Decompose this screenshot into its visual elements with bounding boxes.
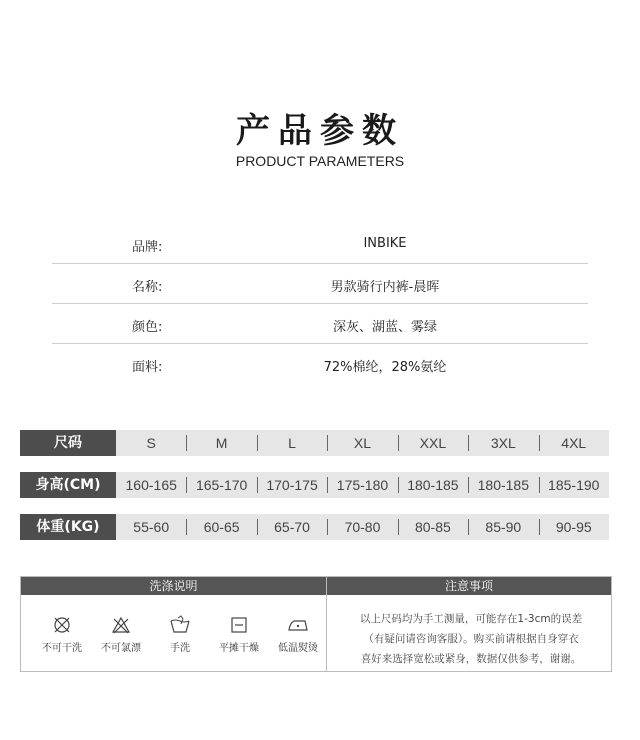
care-heading: 洗涤说明 (21, 577, 326, 595)
param-row-brand (52, 224, 588, 264)
param-label: 面料: (132, 360, 163, 375)
weight-cell: 80-85 (398, 514, 468, 540)
care-label: 不可干洗 (42, 643, 82, 654)
param-value: 深灰、湖蓝、雾绿 (332, 320, 437, 335)
weight-cell: 85-90 (468, 514, 538, 540)
size-cell: M (186, 430, 256, 456)
notice-heading: 注意事项 (327, 577, 611, 595)
notice-line: 喜好来选择宽松或紧身，数据仅供参考，谢谢。 (360, 653, 582, 665)
height-cell: 180-185 (398, 472, 468, 498)
height-cell: 180-185 (468, 472, 538, 498)
notice-line: 以上尺码均为手工测量，可能存在1-3cm的误差 (359, 613, 583, 625)
care-item-no-bleach (92, 615, 150, 654)
height-row (20, 472, 609, 498)
notice-line: （有疑问请咨询客服）。购买前请根据自身穿衣 (363, 633, 579, 645)
size-cell: S (146, 435, 156, 451)
param-value: 男款骑行内裤-晨晖 (330, 280, 440, 295)
param-value: 72%棉纶，28%氨纶 (323, 360, 447, 375)
no-dry-clean-icon (51, 615, 73, 635)
dry-flat-icon (228, 615, 250, 635)
weight-cell: 55-60 (133, 519, 170, 535)
care-item-dry-flat (210, 615, 268, 654)
size-cell: XL (327, 430, 397, 456)
weight-row-header: 体重(KG) (20, 514, 116, 540)
care-label: 不可氯漂 (101, 643, 141, 654)
care-item-low-iron (269, 615, 327, 654)
param-row-name (52, 264, 588, 304)
weight-row (20, 514, 609, 540)
weight-cell: 65-70 (257, 514, 327, 540)
param-label: 品牌: (132, 240, 163, 255)
care-label: 手洗 (170, 643, 190, 654)
weight-cell: 70-80 (327, 514, 397, 540)
care-label: 平摊干燥 (219, 643, 259, 654)
size-cell: L (257, 430, 327, 456)
size-row (20, 430, 609, 456)
care-item-hand-wash (151, 615, 209, 654)
care-item-no-dry-clean (33, 615, 91, 654)
param-row-color (52, 304, 588, 344)
height-cell: 185-190 (539, 472, 609, 498)
height-row-header: 身高(CM) (20, 472, 116, 498)
care-and-notice-box (20, 576, 612, 672)
height-cell: 175-180 (327, 472, 397, 498)
notice-text (337, 609, 605, 669)
size-row-header: 尺码 (20, 430, 116, 456)
parameter-list (52, 224, 588, 383)
height-cell: 165-170 (186, 472, 256, 498)
weight-cell: 60-65 (186, 514, 256, 540)
size-cell: 4XL (539, 430, 609, 456)
hand-wash-icon (168, 615, 192, 635)
size-cell: XXL (398, 430, 468, 456)
height-cell: 170-175 (257, 472, 327, 498)
no-bleach-icon (110, 615, 132, 635)
care-label: 低温熨烫 (278, 643, 318, 654)
size-cell: 3XL (468, 430, 538, 456)
param-label: 名称: (132, 280, 163, 295)
param-row-fabric (52, 344, 588, 383)
param-label: 颜色: (132, 320, 163, 335)
param-value: INBIKE (363, 236, 407, 251)
low-iron-icon (286, 615, 310, 635)
page-title-cn: 产品参数 (236, 111, 404, 151)
weight-cell: 90-95 (539, 514, 609, 540)
height-cell: 160-165 (125, 477, 177, 493)
page-title-en: PRODUCT PARAMETERS (235, 153, 405, 169)
